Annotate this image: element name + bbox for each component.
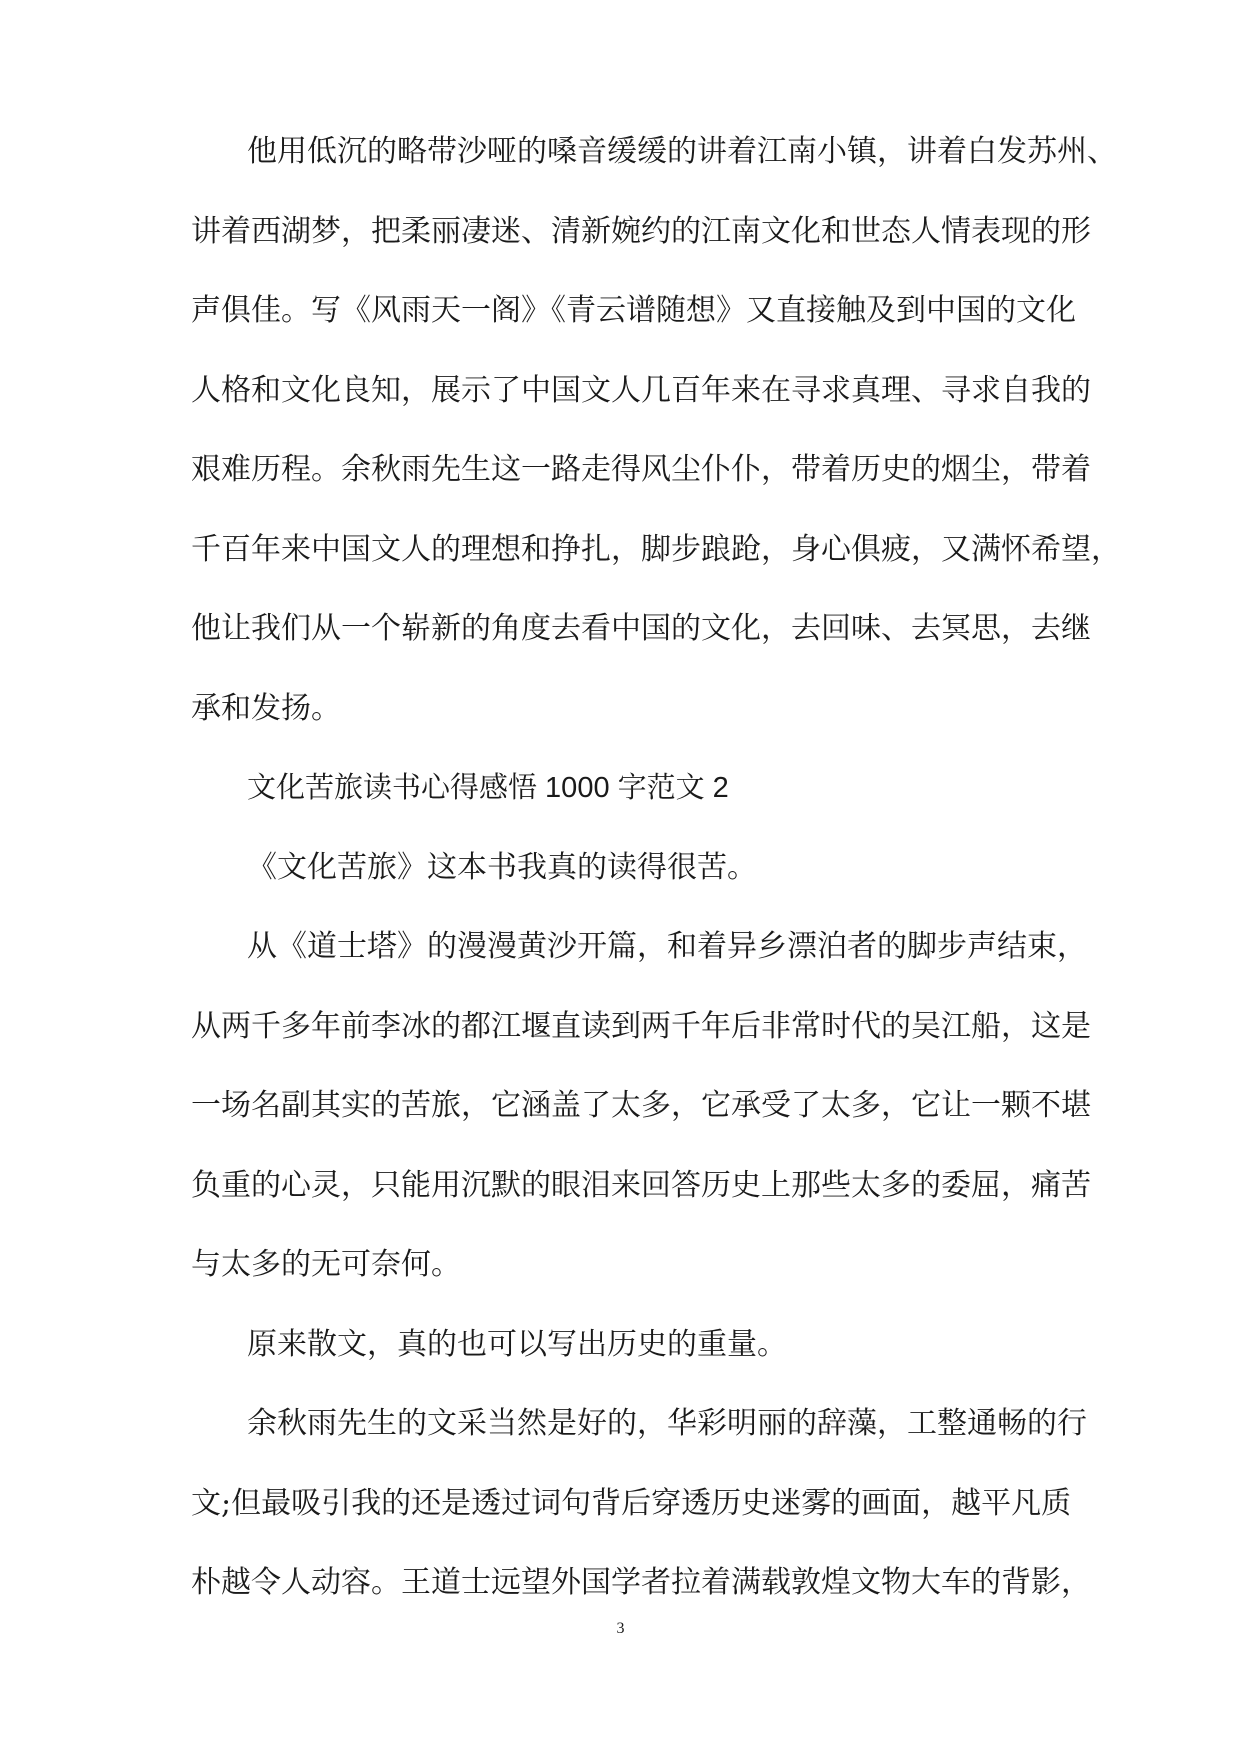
paragraph-line: 朴越令人动容。王道士远望外国学者拉着满载敦煌文物大车的背影， (191, 1565, 1091, 1600)
paragraph-line: 与太多的无可奈何。 (191, 1247, 461, 1282)
paragraph-line: 文;但最吸引我的还是透过词句背后穿透历史迷雾的画面，越平凡质 (191, 1486, 1072, 1521)
paragraph-line: 他让我们从一个崭新的角度去看中国的文化，去回味、去冥思，去继 (191, 611, 1091, 646)
paragraph-line: 从《道士塔》的漫漫黄沙开篇，和着异乡漂泊者的脚步声结束， (247, 929, 1087, 964)
paragraph-line: 余秋雨先生的文采当然是好的，华彩明丽的辞藻，工整通畅的行 (247, 1406, 1087, 1441)
paragraph-line: 承和发扬。 (191, 691, 341, 726)
paragraph-line: 负重的心灵，只能用沉默的眼泪来回答历史上那些太多的委屈，痛苦 (191, 1168, 1091, 1203)
paragraph-line: 他用低沉的略带沙哑的嗓音缓缓的讲着江南小镇，讲着白发苏州、 (247, 134, 1117, 169)
paragraph-line: 《文化苦旅》这本书我真的读得很苦。 (247, 850, 757, 885)
paragraph-line: 人格和文化良知，展示了中国文人几百年来在寻求真理、寻求自我的 (191, 373, 1091, 408)
page-number: 3 (616, 1620, 625, 1637)
paragraph-line: 原来散文，真的也可以写出历史的重量。 (247, 1327, 787, 1362)
paragraph-line: 声俱佳。写《风雨天一阁》《青云谱随想》又直接触及到中国的文化 (191, 293, 1076, 328)
paragraph-line: 从两千多年前李冰的都江堰直读到两千年后非常时代的吴江船，这是 (191, 1009, 1091, 1044)
paragraph-line: 艰难历程。余秋雨先生这一路走得风尘仆仆，带着历史的烟尘，带着 (191, 452, 1091, 487)
paragraph-line: 一场名副其实的苦旅，它涵盖了太多，它承受了太多，它让一颗不堪 (191, 1088, 1091, 1123)
section-heading: 文化苦旅读书心得感悟 1000 字范文 2 (247, 772, 729, 804)
paragraph-line: 讲着西湖梦，把柔丽凄迷、清新婉约的江南文化和世态人情表现的形 (191, 214, 1091, 249)
paragraph-line: 千百年来中国文人的理想和挣扎，脚步踉跄，身心俱疲，又满怀希望， (191, 532, 1121, 567)
